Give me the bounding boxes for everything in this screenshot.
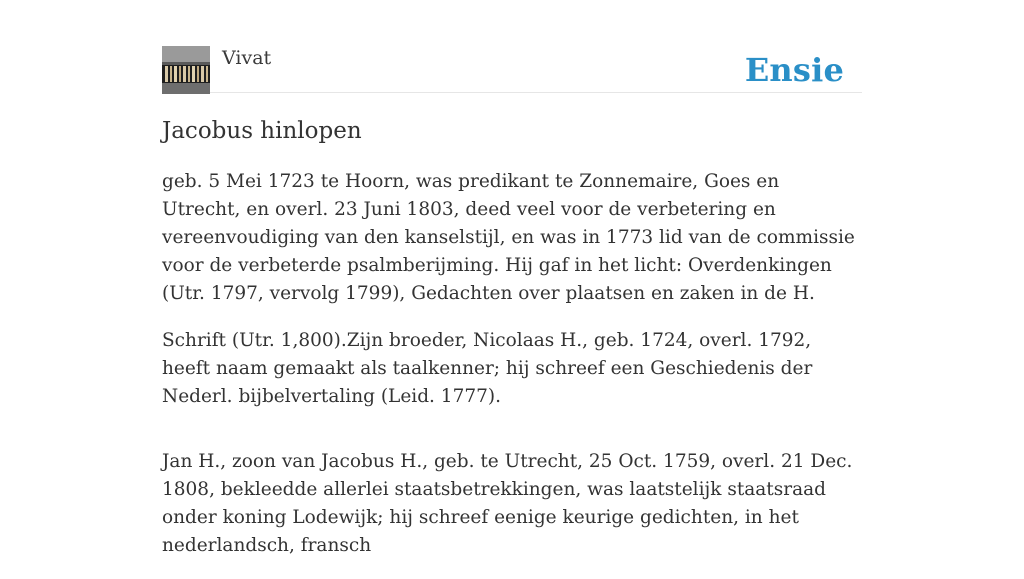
book-spines-icon — [162, 46, 210, 94]
article-body — [162, 168, 862, 579]
brand-logo[interactable]: Ensie — [744, 51, 844, 89]
page-header — [162, 46, 862, 93]
article-paragraph: Schrift (Utr. 1,800).Zijn broeder, Nicolaas H., geb. 1724, overl. 1792, heeft naam gemaakt als taalkenner; hij schreef een Geschiedenis der Nederl. bijbelvertaling (Leid. 1777). — [162, 330, 813, 407]
author-avatar[interactable] — [162, 46, 210, 94]
article-title: Jacobus hinlopen — [162, 118, 362, 144]
article-paragraph: geb. 5 Mei 1723 te Hoorn, was predikant te Zonnemaire, Goes en Utrecht, en overl. 23 Juni 1803, deed veel voor de verbetering en vereenvoudiging van den kanselstijl, en was in 1773 lid van de commissie voor de verbeterde psalmberijming. Hij gaf in het licht: Overdenkingen (Utr. 1797, vervolg 1799), Gedachten over plaatsen en zaken in de H. — [162, 171, 855, 304]
author-name[interactable]: Vivat — [222, 47, 272, 69]
article-paragraph: Jan H., zoon van Jacobus H., geb. te Utrecht, 25 Oct. 1759, overl. 21 Dec. 1808, bekleedde allerlei staatsbetrekkingen, was laatstelijk staatsraad onder koning Lodewijk; hij schreef eenige keurige gedichten, in het nederlandsch, fransch — [162, 451, 853, 556]
